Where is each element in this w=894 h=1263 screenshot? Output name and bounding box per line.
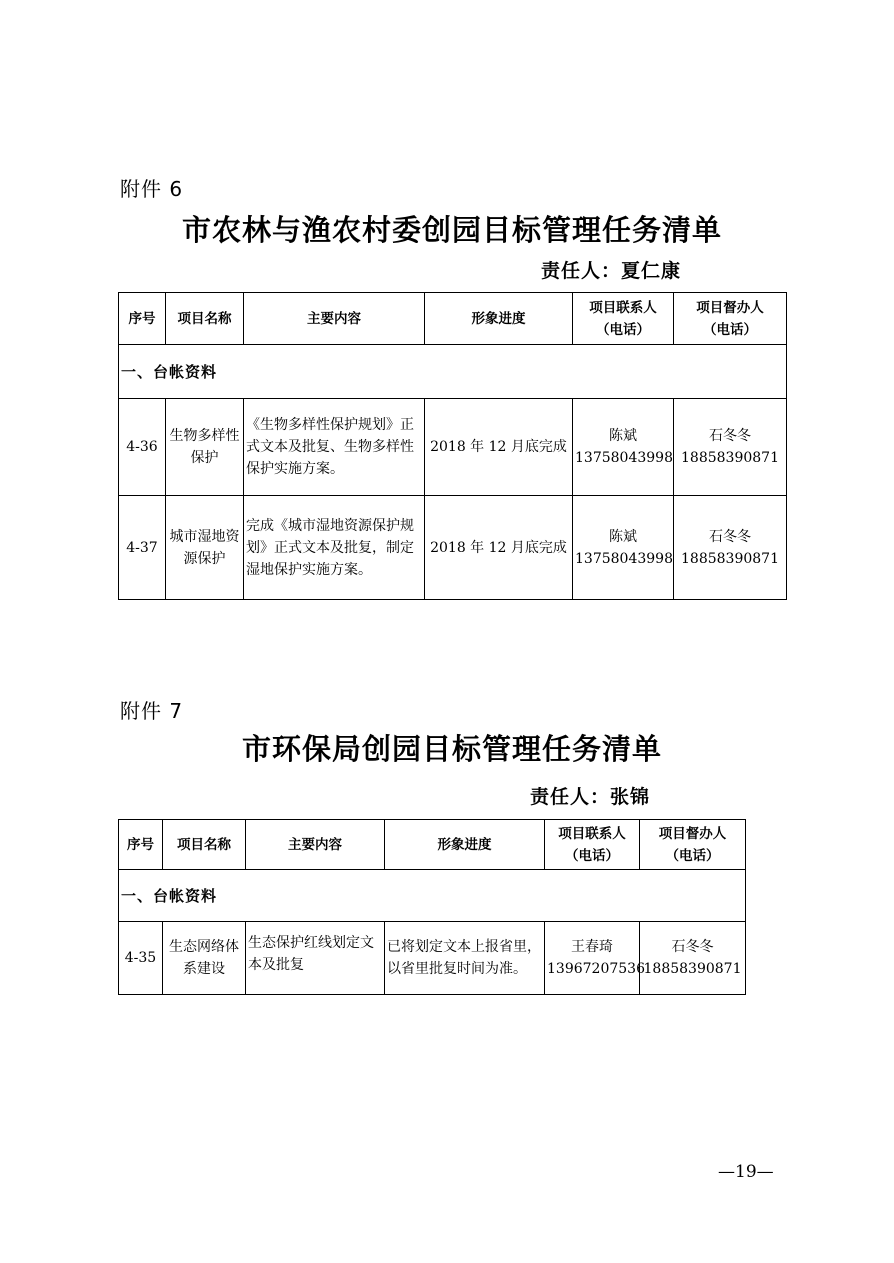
page-title: 市环保局创园目标管理任务清单 xyxy=(241,732,662,766)
header-contact xyxy=(545,820,640,870)
contact-phone: 13758043998 xyxy=(575,550,673,567)
contact-phone: 13758043998 xyxy=(575,450,673,466)
row-supervisor xyxy=(674,399,787,496)
header-supervisor-label: 项目督办人 xyxy=(696,299,764,316)
row-name: 生物多样性保护 xyxy=(166,399,244,496)
header-progress: 形象进度 xyxy=(385,820,545,870)
task-table xyxy=(118,292,787,600)
section-title: 一、台帐资料 xyxy=(119,870,746,922)
row-supervisor xyxy=(640,922,746,995)
section-row xyxy=(119,870,746,922)
row-progress: 已将划定文本上报省里，以省里批复时间为准。 xyxy=(385,922,545,995)
section-title: 一、台帐资料 xyxy=(119,345,787,399)
header-supervisor-sub: （电话） xyxy=(703,321,757,338)
header-no: 序号 xyxy=(119,820,163,870)
row-content: 生态保护红线划定文本及批复 xyxy=(246,922,385,995)
supervisor-name: 石冬冬 xyxy=(671,939,714,955)
row-progress: 2018 年 12 月底完成 xyxy=(425,399,573,496)
row-no: 4-36 xyxy=(119,399,166,496)
table-row xyxy=(119,399,787,496)
header-content: 主要内容 xyxy=(244,293,425,345)
row-no: 4-35 xyxy=(119,922,163,995)
header-contact xyxy=(573,293,674,345)
row-name: 城市湿地资源保护 xyxy=(166,496,244,600)
section-row xyxy=(119,345,787,399)
contact-name: 王春琦 xyxy=(571,939,613,955)
table-row xyxy=(119,496,787,600)
supervisor-phone: 18858390871 xyxy=(681,450,779,466)
row-content: 《生物多样性保护规划》正式文本及批复、生物多样性保护实施方案。 xyxy=(244,399,425,496)
header-supervisor-sub: （电话） xyxy=(665,847,720,864)
page-title: 市农林与渔农村委创园目标管理任务清单 xyxy=(181,213,722,247)
header-contact-label: 项目联系人 xyxy=(589,299,657,316)
header-progress: 形象进度 xyxy=(425,293,573,345)
row-content: 完成《城市湿地资源保护规划》正式文本及批复，制定湿地保护实施方案。 xyxy=(244,496,425,600)
page-number: —19— xyxy=(718,1162,774,1182)
header-contact-sub: （电话） xyxy=(565,847,619,864)
row-supervisor xyxy=(674,496,787,600)
header-content: 主要内容 xyxy=(246,820,385,870)
contact-name: 陈斌 xyxy=(609,528,637,545)
row-progress: 2018 年 12 月底完成 xyxy=(425,496,573,600)
responsible-person: 责任人：张锦 xyxy=(530,786,651,808)
supervisor-phone: 18858390871 xyxy=(643,961,742,977)
attachment-label: 附件 7 xyxy=(120,699,184,723)
row-name: 生态网络体系建设 xyxy=(163,922,246,995)
header-supervisor-label: 项目督办人 xyxy=(658,825,727,842)
table-row xyxy=(119,922,746,995)
supervisor-name: 石冬冬 xyxy=(709,428,751,444)
header-supervisor xyxy=(640,820,746,870)
header-contact-sub: （电话） xyxy=(596,321,650,338)
contact-name: 陈斌 xyxy=(609,428,637,444)
row-contact xyxy=(573,399,674,496)
table-header-row xyxy=(119,820,746,870)
header-no: 序号 xyxy=(119,293,166,345)
contact-phone: 13967207536 xyxy=(547,961,645,977)
row-no: 4-37 xyxy=(119,496,166,600)
row-contact xyxy=(573,496,674,600)
table-header-row xyxy=(119,293,787,345)
row-contact xyxy=(545,922,645,995)
task-table xyxy=(118,819,746,995)
responsible-person: 责任人：夏仁康 xyxy=(541,260,682,282)
header-contact-label: 项目联系人 xyxy=(558,825,626,842)
attachment-label: 附件 6 xyxy=(120,177,184,201)
supervisor-name: 石冬冬 xyxy=(709,528,751,545)
header-name: 项目名称 xyxy=(163,820,246,870)
supervisor-phone: 18858390871 xyxy=(681,550,779,567)
header-name: 项目名称 xyxy=(166,293,244,345)
header-supervisor xyxy=(674,293,787,345)
